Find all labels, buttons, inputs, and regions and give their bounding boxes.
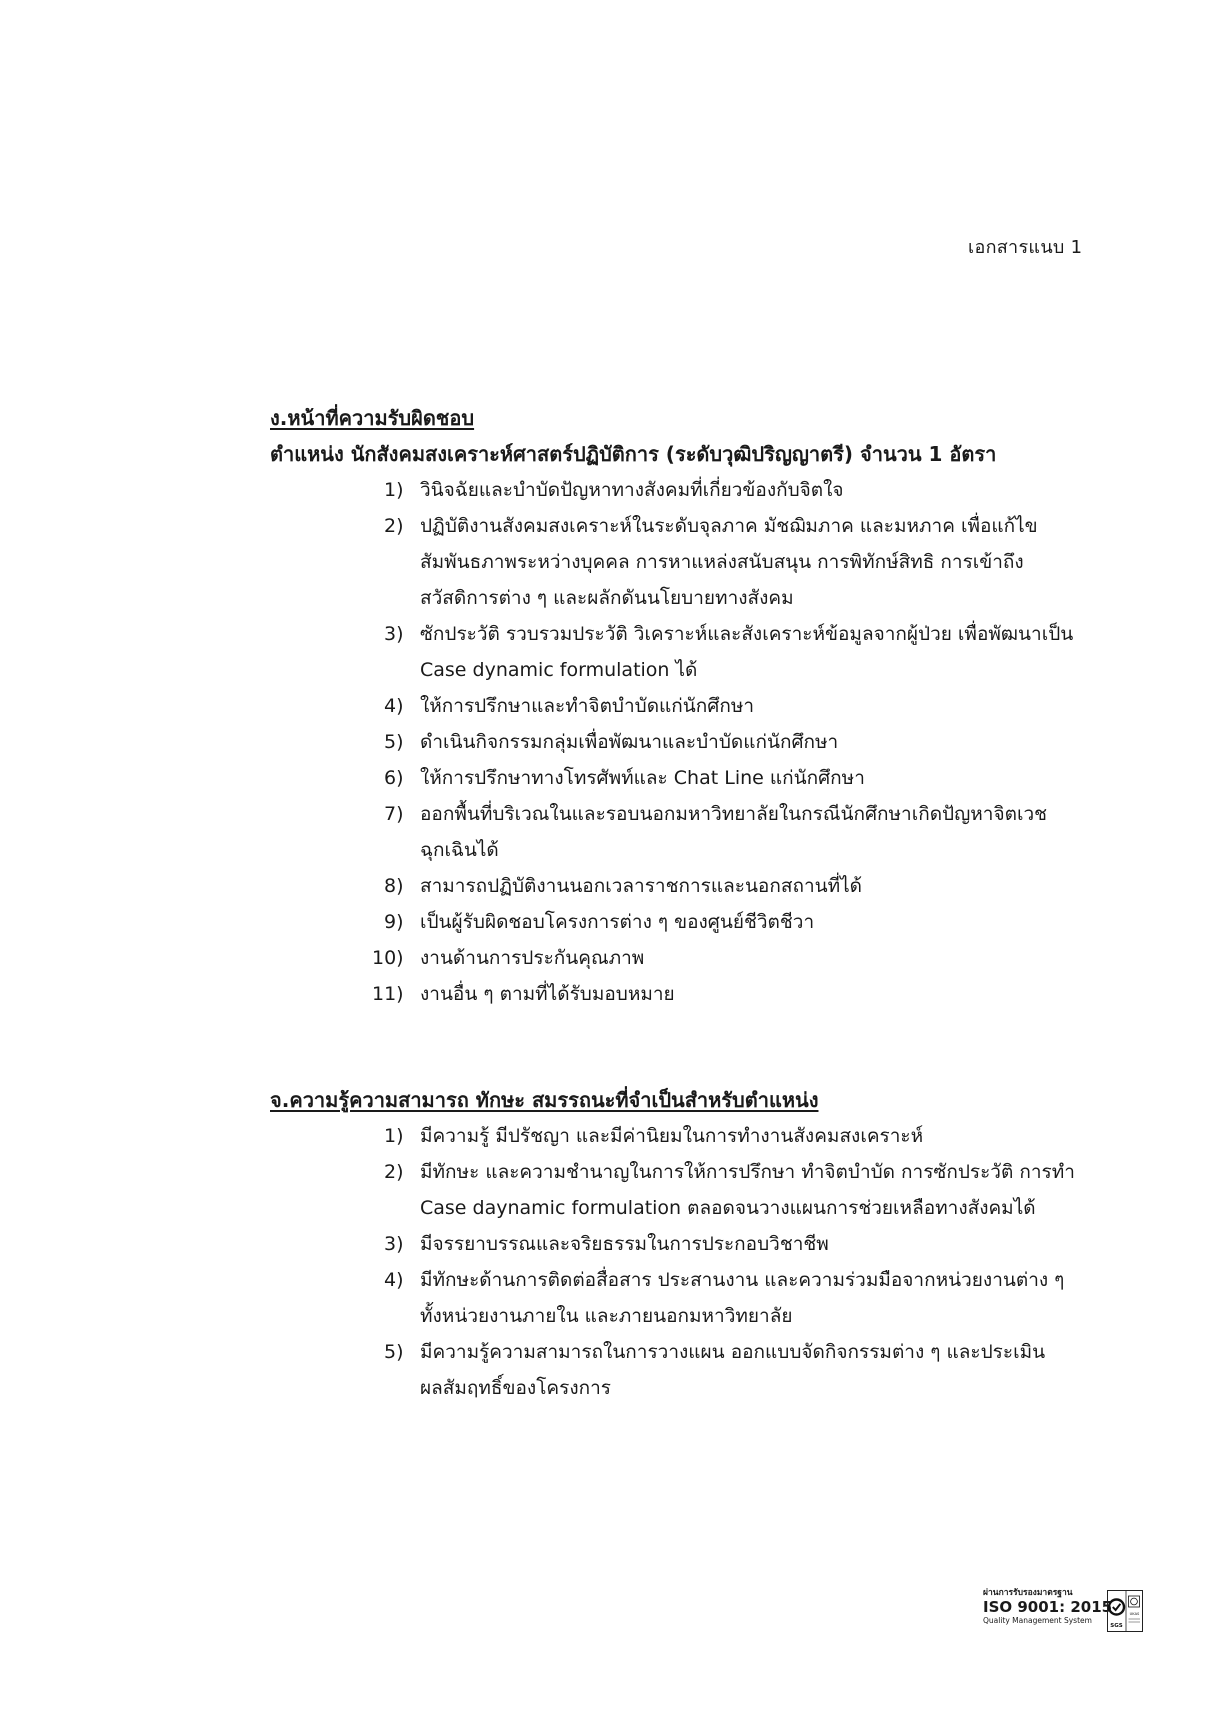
item-number: 10) (372, 947, 404, 969)
list-item (270, 976, 1130, 1012)
list-item (270, 796, 1130, 868)
item-text-line: Case daynamic formulation ตลอดจนวางแผนการช่วยเหลือทางสังคมได้ (420, 1197, 1036, 1219)
iso-certification-mark (983, 1588, 1143, 1636)
item-number: 2) (384, 515, 404, 537)
item-text-line: ฉุกเฉินได้ (420, 839, 499, 861)
item-text-line: งานด้านการประกันคุณภาพ (420, 947, 645, 969)
item-text-line: ให้การปรึกษาและทำจิตบำบัดแก่นักศึกษา (420, 695, 755, 717)
item-text-line: ดำเนินกิจกรรมกลุ่มเพื่อพัฒนาและบำบัดแก่นักศึกษา (420, 731, 839, 753)
iso-certified-label: ผ่านการรับรองมาตรฐาน (983, 1588, 1073, 1598)
item-text-line: ซักประวัติ รวบรวมประวัติ วิเคราะห์และสังเคราะห์ข้อมูลจากผู้ป่วย เพื่อพัฒนาเป็น (420, 623, 1074, 645)
certification-logos-icon (1107, 1590, 1143, 1632)
item-number: 8) (384, 875, 404, 897)
list-item (270, 868, 1130, 904)
list-item (270, 760, 1130, 796)
skills-list (270, 1118, 1150, 1406)
item-text-line: ผลสัมฤทธิ์ของโครงการ (420, 1377, 611, 1399)
item-text-line: ออกพื้นที่บริเวณในและรอบนอกมหาวิทยาลัยในกรณีนักศึกษาเกิดปัญหาจิตเวช (420, 803, 1048, 825)
list-item (270, 688, 1130, 724)
duties-heading: ง.หน้าที่ความรับผิดชอบ (270, 406, 475, 430)
ukas-logo-text: UKAS (1129, 1612, 1140, 1616)
item-number: 7) (384, 803, 404, 825)
list-item (270, 1226, 1130, 1262)
item-number: 11) (372, 983, 404, 1005)
item-number: 6) (384, 767, 404, 789)
iso-standard: ISO 9001: 2015 (983, 1598, 1113, 1616)
item-text-line: สวัสดิการต่าง ๆ และผลักดันนโยบายทางสังคม (420, 587, 794, 609)
list-item (270, 1118, 1130, 1154)
item-text-line: มีจรรยาบรรณและจริยธรรมในการประกอบวิชาชีพ (420, 1233, 829, 1255)
item-text-line: สัมพันธภาพระหว่างบุคคล การหาแหล่งสนับสนุน การพิทักษ์สิทธิ การเข้าถึง (420, 551, 1024, 573)
item-text-line: เป็นผู้รับผิดชอบโครงการต่าง ๆ ของศูนย์ชีวิตชีวา (420, 911, 815, 933)
item-number: 9) (384, 911, 404, 933)
list-item (270, 724, 1130, 760)
list-item (270, 472, 1130, 508)
item-text-line: สามารถปฏิบัติงานนอกเวลาราชการและนอกสถานที่ได้ (420, 875, 863, 897)
item-text-line: Case dynamic formulation ได้ (420, 659, 698, 681)
item-number: 4) (384, 1269, 404, 1291)
list-item (270, 616, 1130, 688)
item-text-line: วินิจฉัยและบำบัดปัญหาทางสังคมที่เกี่ยวข้องกับจิตใจ (420, 479, 844, 501)
iso-text-block (983, 1588, 1113, 1626)
item-text-line: ปฏิบัติงานสังคมสงเคราะห์ในระดับจุลภาค มัชฌิมภาค และมหภาค เพื่อแก้ไข (420, 515, 1038, 537)
duties-list (270, 472, 1150, 1012)
item-text-line: งานอื่น ๆ ตามที่ได้รับมอบหมาย (420, 983, 675, 1005)
item-number: 3) (384, 623, 404, 645)
item-number: 2) (384, 1161, 404, 1183)
iso-system-label: Quality Management System (983, 1616, 1092, 1625)
sgs-logo-text: SGS (1110, 1623, 1123, 1629)
list-item (270, 508, 1130, 616)
item-text-line: มีทักษะ และความชำนาญในการให้การปรึกษา ทำจิตบำบัด การซักประวัติ การทำ (420, 1161, 1075, 1183)
item-text-line: มีความรู้ความสามารถในการวางแผน ออกแบบจัดกิจกรรมต่าง ๆ และประเมิน (420, 1341, 1046, 1363)
skills-section (270, 1082, 1150, 1406)
item-text-line: ให้การปรึกษาทางโทรศัพท์และ Chat Line แก่นักศึกษา (420, 767, 865, 789)
item-text-line: มีความรู้ มีปรัชญา และมีค่านิยมในการทำงานสังคมสงเคราะห์ (420, 1125, 924, 1147)
attachment-label: เอกสารแนบ 1 (968, 237, 1083, 258)
position-title: ตำแหน่ง นักสังคมสงเคราะห์ศาสตร์ปฏิบัติการ (ระดับวุฒิปริญญาตรี) จำนวน 1 อัตรา (270, 442, 997, 466)
list-item (270, 940, 1130, 976)
list-item (270, 1334, 1130, 1406)
item-number: 3) (384, 1233, 404, 1255)
item-number: 1) (384, 1125, 404, 1147)
item-number: 1) (384, 479, 404, 501)
item-number: 5) (384, 1341, 404, 1363)
item-number: 4) (384, 695, 404, 717)
item-text-line: ทั้งหน่วยงานภายใน และภายนอกมหาวิทยาลัย (420, 1305, 793, 1327)
list-item (270, 1154, 1130, 1226)
item-text-line: มีทักษะด้านการติดต่อสื่อสาร ประสานงาน และความร่วมมือจากหน่วยงานต่าง ๆ (420, 1269, 1065, 1291)
list-item (270, 1262, 1130, 1334)
duties-section (270, 400, 1150, 1012)
list-item (270, 904, 1130, 940)
skills-heading: จ.ความรู้ความสามารถ ทักษะ สมรรถนะที่จำเป็นสำหรับตำแหน่ง (270, 1088, 819, 1112)
item-number: 5) (384, 731, 404, 753)
